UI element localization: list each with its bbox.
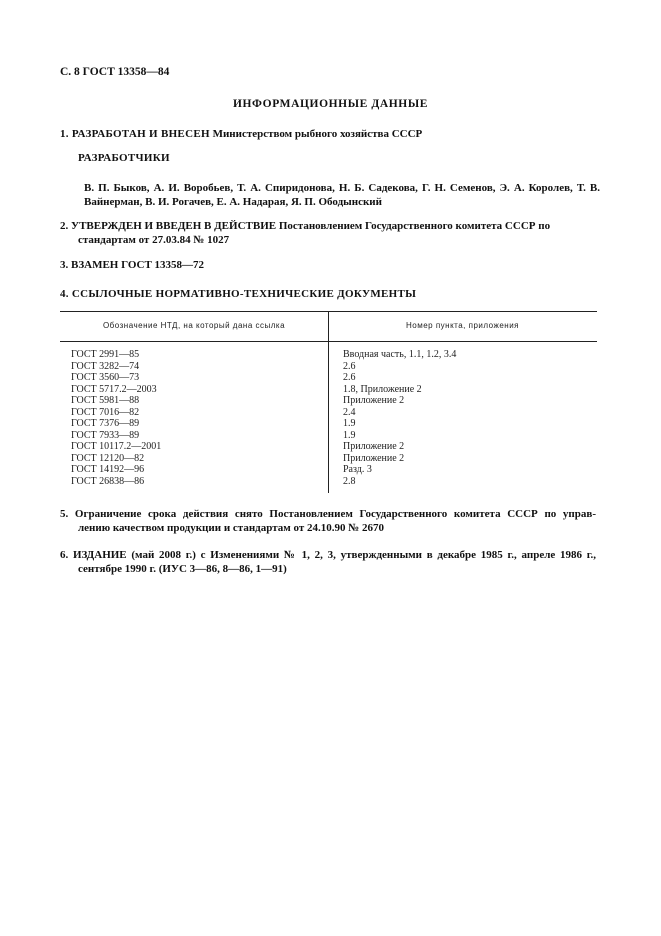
table-cell-designation: ГОСТ 26838—86 [71,475,145,487]
table-cell-clause: 1.9 [343,418,356,429]
table-cell-clause: 1.9 [343,429,356,441]
item-5-line-1: 5. Ограничение срока действия снято Постановлением Государственного комитета СССР по управ- [60,508,596,520]
table-cell-designation: ГОСТ 7376—89 [71,418,140,429]
item-2-text: Постановлением Государственного комитета СССР по [278,220,551,232]
item-6-line-1: 6. ИЗДАНИЕ (май 2008 г.) с Изменениями № 1, 2, 3, утвержденными в декабре 1985 г., апреле 1986 г., [60,549,596,561]
item-2 [60,219,600,247]
section-title: ИНФОРМАЦИОННЫЕ ДАННЫЕ [232,98,429,110]
table-cell-designation: ГОСТ 5981—88 [71,395,140,406]
developers-names: В. П. Быков, А. И. Воробьев, Т. А. Спиридонова, Н. Б. Садекова, Г. Н. Семенов, Э. А. Королев, Т. В. Вайнерман, В. И. Рогачев, Е. А. Надарая, Я. П. Ободынский [84,182,600,208]
table-cell-designation: ГОСТ 3282—74 [71,360,140,372]
item-2-lead: 2. УТВЕРЖДЕН И ВВЕДЕН В ДЕЙСТВИЕ [60,220,277,232]
table-cell-clause: Вводная часть, 1.1, 1.2, 3.4 [343,349,457,360]
table-cell-clause: Разд. 3 [343,464,372,475]
item-5 [60,507,596,535]
item-5-line-2: лению качеством продукции и стандартам от 24.10.90 № 2670 [78,522,385,534]
item-4: 4. ССЫЛОЧНЫЕ НОРМАТИВНО-ТЕХНИЧЕСКИЕ ДОКУМЕНТЫ [60,288,417,300]
item-2-continuation: стандартам от 27.03.84 № 1027 [78,234,230,246]
item-6-line-2: сентябре 1990 г. (ИУС 3—86, 8—86, 1—91) [78,563,287,575]
table-cell-clause: 2.6 [343,372,356,383]
table-header-designation: Обозначение НТД, на который дана ссылка [102,321,286,330]
table-cell-clause: 2.8 [343,475,356,487]
table-column-divider [328,311,329,493]
item-1-lead: 1. РАЗРАБОТАН И ВНЕСЕН [60,128,210,140]
page-header: С. 8 ГОСТ 13358—84 [60,66,170,78]
developers-title: РАЗРАБОТЧИКИ [78,152,170,164]
table-cell-designation: ГОСТ 10117.2—2001 [71,441,162,452]
table-cell-designation: ГОСТ 3560—73 [71,372,140,383]
item-1-text: Министерством рыбного хозяйства СССР [212,128,423,140]
table-cell-designation: ГОСТ 2991—85 [71,349,140,360]
table-column-designation [71,349,161,487]
table-cell-clause: Приложение 2 [343,395,405,406]
table-cell-designation: ГОСТ 7933—89 [71,429,140,441]
table-cell-designation: ГОСТ 12120—82 [71,452,145,464]
item-3: 3. ВЗАМЕН ГОСТ 13358—72 [60,259,205,271]
table-cell-designation: ГОСТ 5717.2—2003 [71,383,157,395]
table-cell-clause: Приложение 2 [343,452,405,464]
item-6 [60,548,596,576]
table-cell-clause: 2.6 [343,360,356,372]
table-cell-designation: ГОСТ 14192—96 [71,464,145,475]
table-cell-clause: Приложение 2 [343,441,405,452]
reference-table [60,311,597,493]
table-column-clause [343,349,456,487]
table-cell-designation: ГОСТ 7016—82 [71,406,140,418]
table-header-clause: Номер пункта, приложения [405,321,520,330]
table-cell-clause: 2.4 [343,406,356,418]
item-1 [60,127,620,141]
table-cell-clause: 1.8, Приложение 2 [343,383,422,395]
